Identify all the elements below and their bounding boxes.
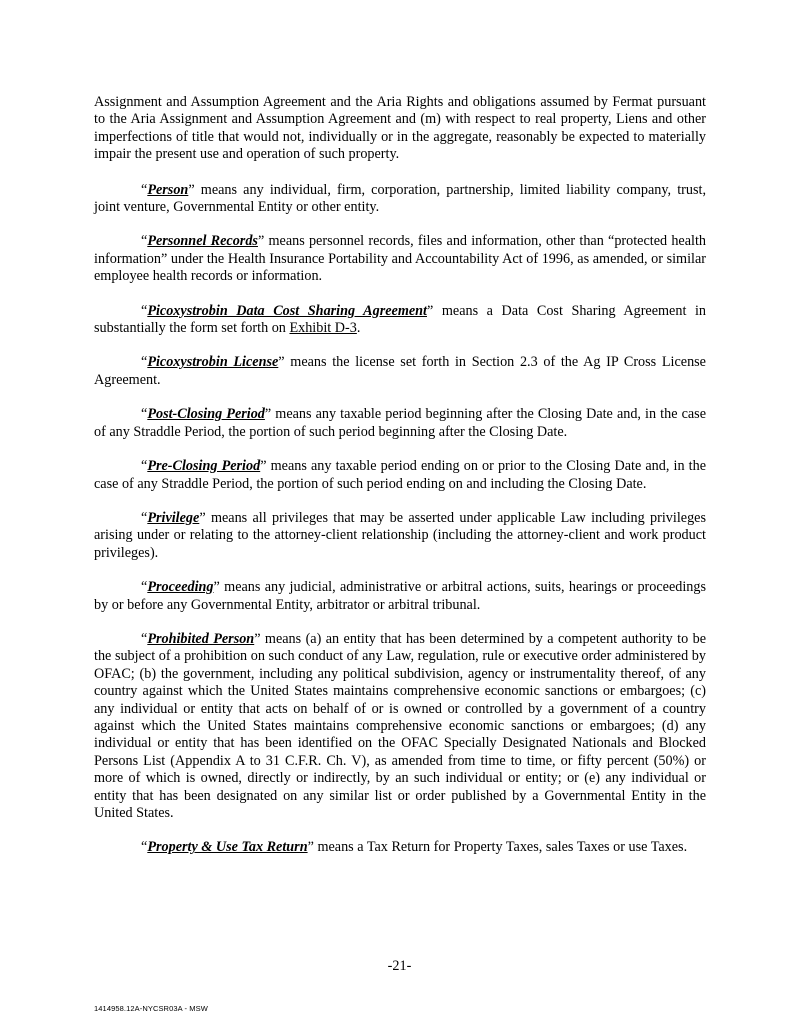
definition-text: means a Tax Return for Property Taxes, sales Taxes or use Taxes. [313,839,688,856]
definition-property-use-tax-return: “Property & Use Tax Return” means a Tax Return for Property Taxes, sales Taxes or use Taxes. [141,839,688,856]
exhibit-reference: Exhibit D-3 [289,320,357,337]
defined-term: Prohibited Person [147,630,255,647]
definition-pre-closing-period: “Pre-Closing Period” means any taxable period ending on or prior to the Closing Date and, in the case of any Straddle Period, the portion of such period ending on and including the Closing Date. [94,458,706,492]
definition-text: means any taxable period ending on or prior to the Closing Date and, in the case of any Straddle Period, the portion of such period ending on and including the Closing Date. [94,458,706,492]
definition-post-closing-period: “Post-Closing Period” means any taxable period beginning after the Closing Date and, in the case of any Straddle Period, the portion of such period beginning after the Closing Date. [94,406,706,440]
definition-prohibited-person: “Prohibited Person” means (a) an entity that has been determined by a competent authority to be the subject of a prohibition on such conduct of any Law, regulation, rule or executive order administered by OFAC; (b) the government, including any political subdivision, agency or instrumentality thereof, of any country against which the United States maintains comprehensive economic sanctions or embargoes; (c) any individual or entity that acts on behalf of or is owned or controlled by a government of a country against which the United States maintains comprehensive economic sanctions or embargoes; (d) any individual or entity that has been identified on the OFAC Specially Designated Nationals and Blocked Persons List (Appendix A to 31 C.F.R. Ch. V), as amended from time to time, or fifty percent (50%) or more of which is owned, directly or indirectly, by an such individual or entity; or (e) any individual or entity that has been designated on any similar list or order published by a Governmental Entity in the United States. [94,630,706,821]
definition-text: means the license set forth in Section 2.3 of the Ag IP Cross License Agreement. [94,354,706,388]
definition-text: means all privileges that may be asserted under applicable Law including privileges arising under or relating to the attorney-client relationship (including the attorney-client and work product privileges). [94,509,706,561]
definition-privilege: “Privilege” means all privileges that may be asserted under applicable Law including privileges arising under or relating to the attorney-client relationship (including the attorney-client and work product privileges). [94,509,706,561]
defined-term: Person [147,181,189,198]
defined-term: Post-Closing Period [147,406,265,423]
definition-proceeding: “Proceeding” means any judicial, administrative or arbitral actions, suits, hearings or proceedings by or before any Governmental Entity, arbitrator or arbitral tribunal. [94,579,706,613]
definition-text: means any taxable period beginning after the Closing Date and, in the case of any Straddle Period, the portion of such period beginning after the Closing Date. [94,406,706,440]
definition-picoxystrobin-data-cost-sharing-agreement: “Picoxystrobin Data Cost Sharing Agreement” means a Data Cost Sharing Agreement in substantially the form set forth on Exhibit D-3. [94,302,706,337]
definition-picoxystrobin-license: “Picoxystrobin License” means the license set forth in Section 2.3 of the Ag IP Cross License Agreement. [94,354,706,388]
defined-term: Picoxystrobin Data Cost Sharing Agreement [147,302,427,319]
page-number: -21- [387,958,412,974]
defined-term: Personnel Records [147,233,258,250]
defined-term: Privilege [147,509,200,526]
definition-text: means any judicial, administrative or arbitral actions, suits, hearings or proceedings by or before any Governmental Entity, arbitrator or arbitral tribunal. [94,579,706,613]
definition-text-end: . [356,320,361,337]
definition-text: means a Data Cost Sharing Agreement in substantially the form set forth on [94,302,706,337]
document-footer-id: 1414958.12A-NYCSR03A - MSW [94,1004,208,1013]
intro-paragraph: Assignment and Assumption Agreement and the Aria Rights and obligations assumed by Fermat pursuant to the Aria Assignment and Assumption Agreement and (m) with respect to real property, Liens and other imperfections of title that would not, individually or in the aggregate, reasonably be expected to materially impair the present use and operation of such property. [94,94,706,163]
definition-person: “Person” means any individual, firm, corporation, partnership, limited liability company, trust, joint venture, Governmental Entity or other entity. [94,181,706,216]
definition-personnel-records: “Personnel Records” means personnel records, files and information, other than “protected health information” under the Health Insurance Portability and Accountability Act of 1996, as amended, or similar employee health records or information. [94,233,706,285]
defined-term: Pre-Closing Period [147,458,261,475]
defined-term: Picoxystrobin License [147,354,279,371]
definition-text: means (a) an entity that has been determined by a competent authority to be the subject of a prohibition on such conduct of any Law, regulation, rule or executive order administered by OFAC; (b) the government, including any political subdivision, agency or instrumentality thereof, of any country against which the United States maintains comprehensive economic sanctions or embargoes; (c) any individual or entity that acts on behalf of or is owned or controlled by a government of a country against which the United States maintains comprehensive economic sanctions or embargoes; (d) any individual or entity that has been identified on the OFAC Specially Designated Nationals and Blocked Persons List (Appendix A to 31 C.F.R. Ch. V), as amended from time to time, or fifty percent (50%) or more of which is owned, directly or indirectly, by an such individual or entity; or (e) any individual or entity that has been designated on any similar list or order published by a Governmental Entity in the United States. [94,630,706,821]
defined-term: Proceeding [147,579,214,596]
definition-text: means personnel records, files and information, other than “protected health information” under the Health Insurance Portability and Accountability Act of 1996, as amended, or similar employee health records or information. [94,233,706,285]
document-page [94,94,706,874]
defined-term: Property & Use Tax Return [147,839,308,856]
definition-text: means any individual, firm, corporation, partnership, limited liability company, trust, joint venture, Governmental Entity or other entity. [94,181,706,216]
